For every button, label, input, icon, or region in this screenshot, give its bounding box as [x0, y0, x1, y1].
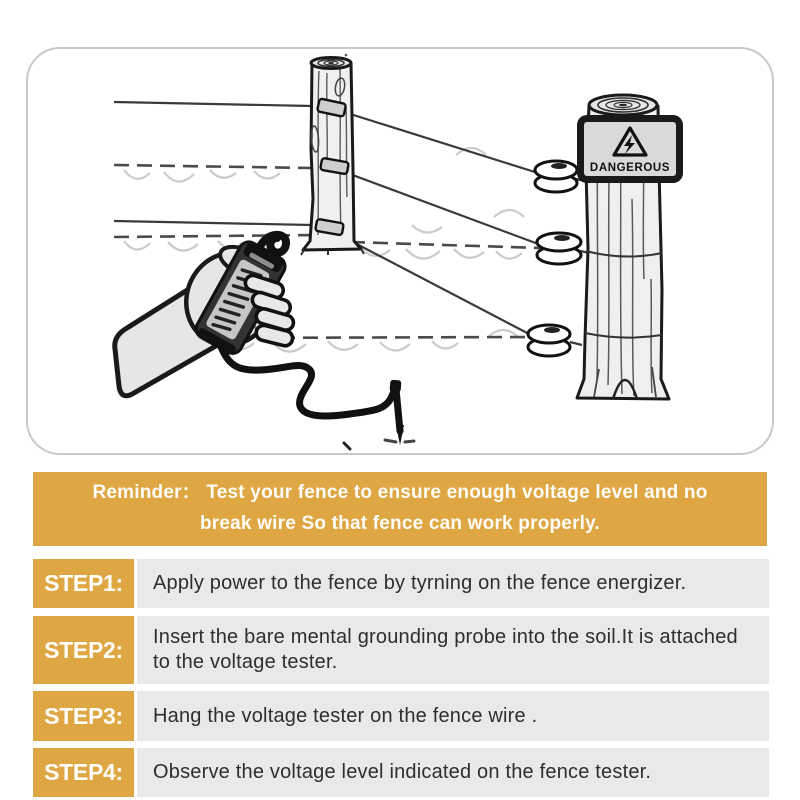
scan-dot: [345, 54, 348, 57]
reminder-line-1: Reminder： Test your fence to ensure enough voltage level and no: [92, 482, 708, 503]
step-row-2: [33, 616, 769, 684]
fence-post-middle: [301, 58, 364, 256]
step-1-text: Apply power to the fence by tyrning on the fence energizer.: [137, 559, 769, 608]
step-4-label: STEP4:: [33, 748, 134, 797]
step-row-4: [33, 748, 769, 797]
step-row-1: [33, 559, 769, 608]
danger-sign-label: DANGEROUS: [589, 162, 671, 174]
ground-probe: [385, 380, 414, 445]
danger-sign: [577, 115, 683, 183]
ground-probe-cord: [220, 344, 395, 416]
reminder-banner: [33, 472, 767, 546]
insulator: [535, 161, 577, 192]
step-row-3: [33, 691, 769, 741]
fence-illustration-panel: [26, 47, 774, 455]
step-2-label: STEP2:: [33, 616, 134, 684]
step-3-label: STEP3:: [33, 691, 134, 741]
scan-mark: [344, 443, 350, 449]
step-2-text: Insert the bare mental grounding probe into the soil.It is attached to the voltage tester.: [137, 616, 769, 684]
reminder-line-2: break wire So that fence can work properly.: [200, 513, 600, 534]
fence-insulators: [528, 161, 581, 356]
step-3-text: Hang the voltage tester on the fence wire .: [137, 691, 769, 741]
insulator: [528, 325, 570, 356]
fence-illustration: [28, 49, 772, 453]
step-4-text: Observe the voltage level indicated on the fence tester.: [137, 748, 769, 797]
insulator: [537, 233, 581, 264]
step-1-label: STEP1:: [33, 559, 134, 608]
